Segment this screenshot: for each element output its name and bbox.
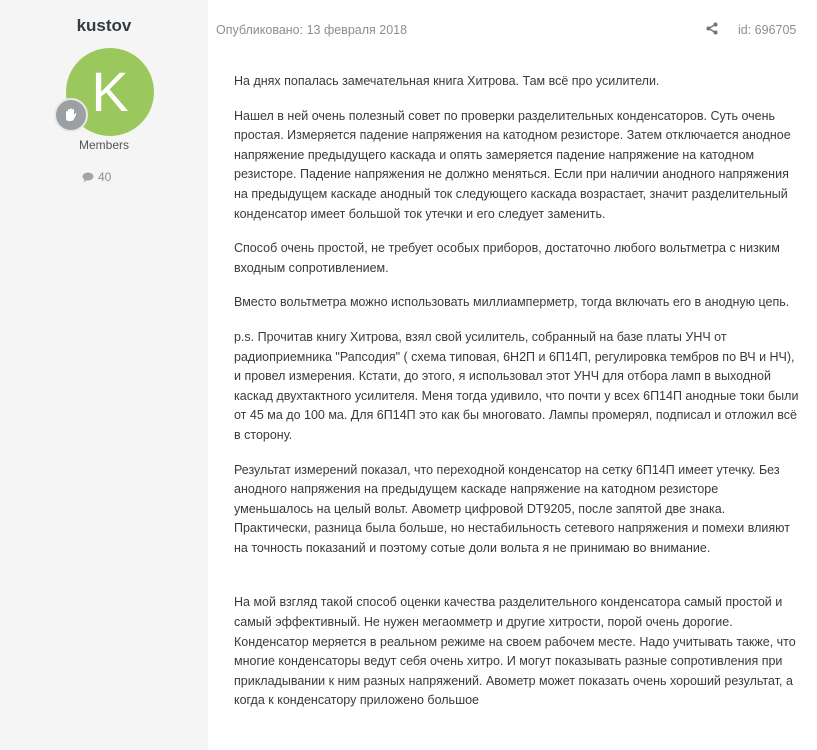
post-id[interactable]: id: 696705 bbox=[738, 23, 797, 37]
author-name[interactable]: kustov bbox=[76, 16, 132, 35]
author-sidebar bbox=[0, 0, 208, 750]
share-icon[interactable] bbox=[706, 22, 718, 38]
post-meta bbox=[216, 21, 801, 41]
paragraph: На днях попалась замечательная книга Хитрова. Там всё про усилители. bbox=[234, 74, 660, 88]
paragraph: Нашел в ней очень полезный совет по проверки разделительных конденсаторов. Суть очень простая. Измеряется падение напряжения на катодном резисторе. Затем отключается анодное напряжение предыдущего каскада и опять замеряется падение напряжение на катодном резисторе. Падение напряжения не должно меняться. Если при наличии анодного напряжения на предыдущем каскаде анодный ток следующего каскада возрастает, значит разделительный конденсатор имеет большой ток утечки и его следует заменить. bbox=[234, 108, 791, 221]
hand-badge-icon bbox=[54, 98, 88, 132]
blank-line bbox=[234, 573, 800, 593]
post-count-value: 40 bbox=[98, 170, 112, 184]
paragraph: p.s. Прочитав книгу Хитрова, взял свой усилитель, собранный на базе платы УНЧ от радиоприемника "Рапсодия" ( схема типовая, 6Н2П и 6П14П, регулировка тембров по ВЧ и НЧ), и провел измерения. Кстати, до этого, я использовал этот УНЧ для отбора ламп в выходной каскад двухтактного усилителя. Меня тогда удивило, что почти у всех 6П14П анодные токи были от 45 ма до 100 ма. Для 6П14П это как бы многовато. Лампы промерял, подписал и отложил всё в сторону. bbox=[234, 329, 799, 442]
avatar[interactable]: K bbox=[66, 48, 154, 136]
comment-icon bbox=[82, 172, 94, 183]
paragraph: Результат измерений показал, что переходной конденсатор на сетку 6П14П имеет утечку. Без анодного напряжения на предыдущем каскаде напряжение на катодном резисторе уменьшалось на целый вольт. Авометр цифровой DT9205, после запятой две знака. Практически, разница была больше, но нестабильность сетевого напряжения и помехи влияют на точность показаний и поэтому сотые доли вольта я не принимаю во внимание. bbox=[234, 462, 790, 555]
paragraph: Способ очень простой, не требует особых приборов, достаточно любого вольтметра с низким входным сопротивлением. bbox=[234, 241, 780, 275]
posted-date: Опубликовано: 13 февраля 2018 bbox=[216, 23, 408, 37]
member-group: Members bbox=[78, 138, 129, 152]
paragraph: Вместо вольтметра можно использовать миллиамперметр, тогда включать его в анодную цепь. bbox=[234, 295, 790, 310]
paragraph: На мой взгляд такой способ оценки качества разделительного конденсатора самый простой и самый эффективный. Не нужен мегаомметр и другие хитрости, порой очень дорогие. Конденсатор меряется в реальном режиме на своем рабочем месте. Надо учитывать также, что многие конденсаторы ведут себя очень хитро. И могут показывать разные сопротивления при прикладывании к ним разных напряжений. Авометр может показать очень хороший результат, а когда к конденсатору приложено большое bbox=[234, 595, 796, 708]
post-content bbox=[234, 72, 800, 726]
post-count[interactable] bbox=[82, 170, 111, 184]
